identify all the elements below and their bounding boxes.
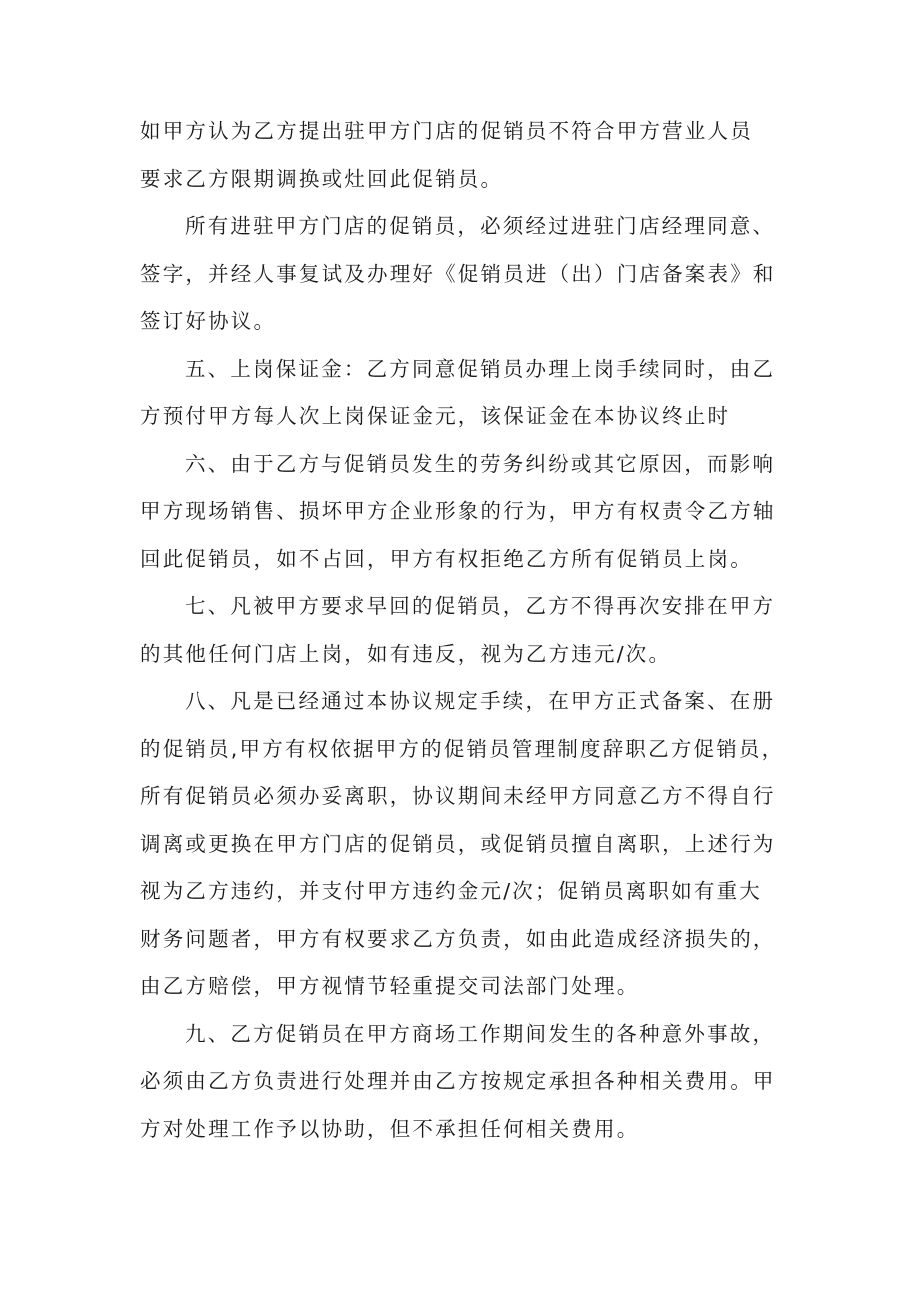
text-line: 方对处理工作予以协助，但不承担任何相关费用。	[140, 1116, 640, 1141]
text-line: 视为乙方违约，并支付甲方违约金元/次；促销员离职如有重大	[140, 879, 763, 903]
text-line: 五、上岗保证金：乙方同意促销员办理上岗手续同时，由乙	[185, 356, 776, 381]
clause-5-deposit	[140, 346, 792, 441]
text-line: 六、由于乙方与促销员发生的劳务纠纷或其它原因，而影响	[185, 451, 776, 476]
clause-7-recalled-staff	[140, 583, 792, 678]
paragraph-replacement-request	[140, 108, 792, 203]
text-line: 所有进驻甲方门店的促销员，必须经过进驻门店经理同意、	[185, 214, 776, 238]
text-line: 如甲方认为乙方提出驻甲方门店的促销员不符合甲方营业人员	[140, 119, 753, 143]
text-line: 九、乙方促销员在甲方商场工作期间发生的各种意外事故，	[185, 1021, 776, 1046]
text-line: 的其他任何门店上岗，如有违反，视为乙方违元/次。	[140, 641, 672, 666]
text-line: 签订好协议。	[140, 309, 277, 333]
text-line: 由乙方赔偿，甲方视情节轻重提交司法部门处理。	[140, 974, 640, 998]
clause-9-accidents	[140, 1011, 792, 1154]
text-line: 签字，并经人事复试及办理好《促销员进（出）门店备案表》和	[140, 261, 776, 286]
text-line: 要求乙方限期调换或灶回此促销员。	[140, 166, 504, 191]
text-line: 七、凡被甲方要求早回的促销员，乙方不得再次安排在甲方	[185, 594, 776, 618]
clause-8-resignation	[140, 678, 792, 1011]
text-line: 回此促销员，如不占回，甲方有权拒绝乙方所有促销员上岗。	[140, 546, 753, 571]
text-line: 方预付甲方每人次上岗保证金元，该保证金在本协议终止时	[140, 404, 731, 428]
document-page	[140, 108, 792, 1153]
text-line: 财务问题者，甲方有权要求乙方负责，如由此造成经济损失的，	[140, 926, 776, 951]
text-line: 甲方现场销售、损坏甲方企业形象的行为，甲方有权责令乙方轴	[140, 499, 776, 523]
clause-6-disputes	[140, 441, 792, 584]
text-line: 必须由乙方负责进行处理并由乙方按规定承担各种相关费用。甲	[140, 1069, 776, 1093]
paragraph-store-approval	[140, 203, 792, 346]
text-line: 八、凡是已经通过本协议规定手续，在甲方正式备案、在册	[185, 689, 776, 713]
text-line: 的促销员,甲方有权依据甲方的促销员管理制度辞职乙方促销员，	[140, 736, 785, 761]
text-line: 所有促销员必须办妥离职，协议期间未经甲方同意乙方不得自行	[140, 784, 776, 808]
text-line: 调离或更换在甲方门店的促销员，或促销员擅自离职，上述行为	[140, 831, 776, 856]
